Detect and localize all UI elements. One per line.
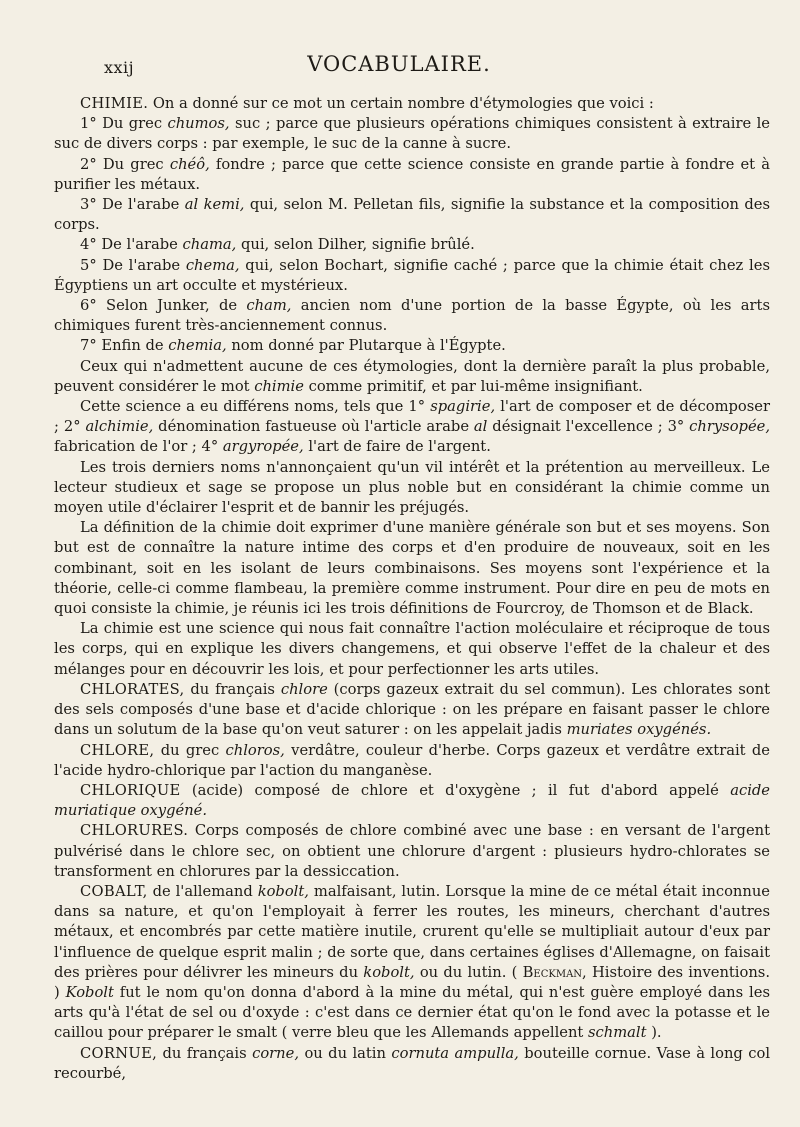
text-run: ou du lutin. ( bbox=[414, 963, 523, 981]
paragraph bbox=[54, 882, 770, 1044]
text-run: Ceux qui n'admettent aucune de ces étymologies, dont la dernière paraît la plus probable, peuvent considérer le mot bbox=[54, 357, 770, 395]
text-run: La chimie est une science qui nous fait connaître l'action moléculaire et réciproque de tous les corps, qui en explique les divers changemens, et qui observe l'effet de la chaleur et des mélanges pour en découvrir les lois, et pour perfectionner les arts utiles. bbox=[54, 620, 770, 678]
page-number: xxij bbox=[104, 58, 135, 77]
text-run: qui, selon Bochart, signifie caché ; parce que la chimie était chez les Égyptiens un art occulte et mystérieux. bbox=[54, 256, 770, 294]
text-run: , Histoire des inventions. ) bbox=[54, 963, 771, 1001]
paragraph bbox=[54, 458, 770, 519]
italic-term: cornuta ampulla, bbox=[391, 1044, 519, 1062]
text-run: du français bbox=[157, 1044, 253, 1062]
text-run: désignait l'excellence ; 3° bbox=[487, 418, 690, 436]
paragraph bbox=[54, 821, 770, 882]
text-run: du français bbox=[184, 680, 281, 698]
text-run: fabrication de l'or ; 4° bbox=[54, 438, 223, 456]
paragraph bbox=[54, 235, 770, 255]
italic-term: acide muriatique oxygéné. bbox=[54, 781, 770, 820]
entry-headword: CHIMIE. bbox=[80, 95, 149, 112]
text-run: qui, selon M. Pelletan fils, signifie la substance et la composition des corps. bbox=[54, 196, 770, 234]
italic-term: argyropée, bbox=[222, 438, 304, 456]
text-run: La définition de la chimie doit exprimer d'une manière générale son but et ses moyens. Son but est de connaître la nature intime des corps et d'en produire de nouveaux, soit en les combinant, soit en les isolant de leurs combinaisons. Ses moyens sont l'expérience et la théorie, celle-ci comme flambeau, la première comme instrument. Pour dire en peu de mots en quoi consiste la chimie, je réunis ici les trois définitions de Fourcroy, de Thomson et de Black. bbox=[54, 519, 770, 618]
italic-term: chéô, bbox=[169, 155, 210, 173]
paragraph bbox=[54, 256, 770, 296]
italic-term: chumos, bbox=[167, 115, 230, 133]
paragraph bbox=[54, 94, 770, 114]
text-run: l'art de faire de l'argent. bbox=[303, 438, 491, 456]
text-run: suc ; parce que plusieurs opérations chimiques consistent à extraire le suc de divers corps : par exemple, le suc de la canne à sucre. bbox=[54, 115, 770, 153]
italic-term: kobolt, bbox=[257, 882, 309, 900]
italic-term: alchimie, bbox=[85, 418, 154, 436]
text-run: verdâtre, couleur d'herbe. Corps gazeux et verdâtre extrait de l'acide hydro-chlorique par l'action du manganèse. bbox=[54, 741, 770, 779]
text-run: 1° Du grec bbox=[80, 115, 168, 133]
italic-term: al kemi, bbox=[184, 196, 245, 214]
text-run: (corps gazeux extrait du sel commun). Les chlorates sont des sels composés d'une base et d'acide chlorique : on les prépare en faisant passer le chlore dans un solutum de la base qu'on veut saturer : on les appelait jadis bbox=[54, 680, 770, 739]
text-run: Cette science a eu différens noms, tels que 1° bbox=[80, 398, 431, 416]
entry-headword: CHLORE, bbox=[80, 741, 155, 759]
text-run: l'art de composer et de décomposer ; 2° bbox=[54, 398, 770, 436]
paragraph bbox=[54, 357, 770, 397]
text-run: 5° De l'arabe bbox=[80, 256, 186, 274]
text-run: dénomination fastueuse où l'article arabe bbox=[153, 418, 474, 436]
paragraph bbox=[54, 741, 770, 781]
text-run: 7° Enfin de bbox=[80, 337, 169, 355]
text-run: nom donné par Plutarque à l'Égypte. bbox=[226, 337, 506, 355]
italic-term: kobolt, bbox=[363, 963, 415, 981]
paragraph bbox=[54, 781, 770, 821]
italic-term: muriates oxygénés. bbox=[566, 721, 712, 739]
text-run: (acide) composé de chlore et d'oxygène ; il fut d'abord appelé bbox=[180, 781, 731, 799]
italic-term: chloros, bbox=[225, 741, 285, 759]
text-run: Les trois derniers noms n'annonçaient qu'un vil intérêt et la prétention au merveilleux. Le lecteur studieux et sage se propose un plus noble but en considérant la chimie comme un moyen utile d'éclairer l'esprit et de bannir les préjugés. bbox=[54, 458, 770, 517]
italic-term: chemia, bbox=[168, 337, 227, 355]
paragraph bbox=[54, 114, 770, 154]
italic-term: schmalt bbox=[588, 1024, 647, 1042]
text-run: malfaisant, lutin. Lorsque la mine de ce métal était inconnue dans sa nature, et qu'on l'employait à ferrer les routes, les mineurs, cherchant d'autres métaux, et encombrés par cette matière inutile, crurent qu'elle se multipliait autour d'eux par l'influence de quelque esprit malin ; de sorte que, dans certaines églises d'Allemagne, on faisait des prières pour délivrer les mineurs du bbox=[54, 882, 770, 981]
text-run: comme primitif, et par lui-même insignifiant. bbox=[303, 377, 643, 395]
text-run: 6° Selon Junker, de bbox=[80, 297, 247, 315]
text-run: 2° Du grec bbox=[80, 155, 170, 173]
italic-term: spagirie, bbox=[430, 398, 496, 416]
text-run: qui, selon Dilher, signifie brûlé. bbox=[236, 236, 475, 254]
italic-term: chrysopée, bbox=[689, 418, 770, 436]
paragraph bbox=[54, 195, 770, 235]
text-run: 3° De l'arabe bbox=[80, 196, 185, 214]
text-run: fut le nom qu'on donna d'abord à la mine du métal, qui n'est guère employé dans les arts qu'à l'état de sel ou d'oxyde : c'est dans ce dernier état qu'on le fond avec la potasse et le caillou pour préparer le smalt ( verre bleu que les Allemands appellent bbox=[54, 983, 770, 1042]
paragraph bbox=[54, 155, 770, 195]
entry-headword: COBALT, bbox=[80, 882, 148, 900]
paragraph bbox=[54, 397, 770, 458]
author-name: Beckman bbox=[522, 963, 583, 981]
text-run: 4° De l'arabe bbox=[80, 236, 183, 254]
running-header bbox=[104, 52, 694, 82]
italic-term: chema, bbox=[185, 256, 240, 274]
paragraph bbox=[54, 680, 770, 741]
paragraph bbox=[54, 518, 770, 619]
text-run: bouteille cornue. Vase à long col recourbé, bbox=[54, 1044, 771, 1082]
paragraph bbox=[54, 619, 770, 680]
text-run: fondre ; parce que cette science consiste en grande partie à fondre et à purifier les métaux. bbox=[54, 155, 770, 193]
italic-term: Kobolt bbox=[65, 983, 114, 1001]
italic-term: corne, bbox=[252, 1044, 300, 1062]
italic-term: al bbox=[473, 418, 488, 436]
text-run: ou du latin bbox=[299, 1044, 392, 1062]
entry-headword: CHLORIQUE bbox=[80, 781, 181, 799]
italic-term: cham, bbox=[246, 297, 292, 315]
entry-headword: CHLORATES, bbox=[80, 680, 185, 698]
entry-headword: CORNUE, bbox=[80, 1044, 158, 1062]
text-run: Corps composés de chlore combiné avec une base : en versant de l'argent pulvérisé dans le chlore sec, on obtient une chlorure d'argent : plusieurs hydro-chlorates se transforment en chlorures par la dessiccation. bbox=[54, 822, 770, 880]
text-run: ancien nom d'une portion de la basse Égypte, où les arts chimiques furent très-anciennement connus. bbox=[54, 297, 771, 335]
text-run: du grec bbox=[154, 741, 226, 759]
text-run: de l'allemand bbox=[147, 882, 258, 900]
paragraph bbox=[54, 296, 770, 336]
text-run: On a donné sur ce mot un certain nombre d'étymologies que voici : bbox=[148, 95, 654, 112]
italic-term: chimie bbox=[254, 377, 304, 395]
dictionary-body bbox=[54, 94, 770, 1084]
entry-headword: CHLORURES. bbox=[80, 822, 189, 840]
paragraph bbox=[54, 336, 770, 356]
paragraph bbox=[54, 1044, 770, 1084]
italic-term: chama, bbox=[182, 236, 237, 254]
italic-term: chlore bbox=[280, 680, 328, 698]
text-run: ). bbox=[646, 1024, 662, 1042]
running-title: VOCABULAIRE. bbox=[307, 52, 491, 76]
